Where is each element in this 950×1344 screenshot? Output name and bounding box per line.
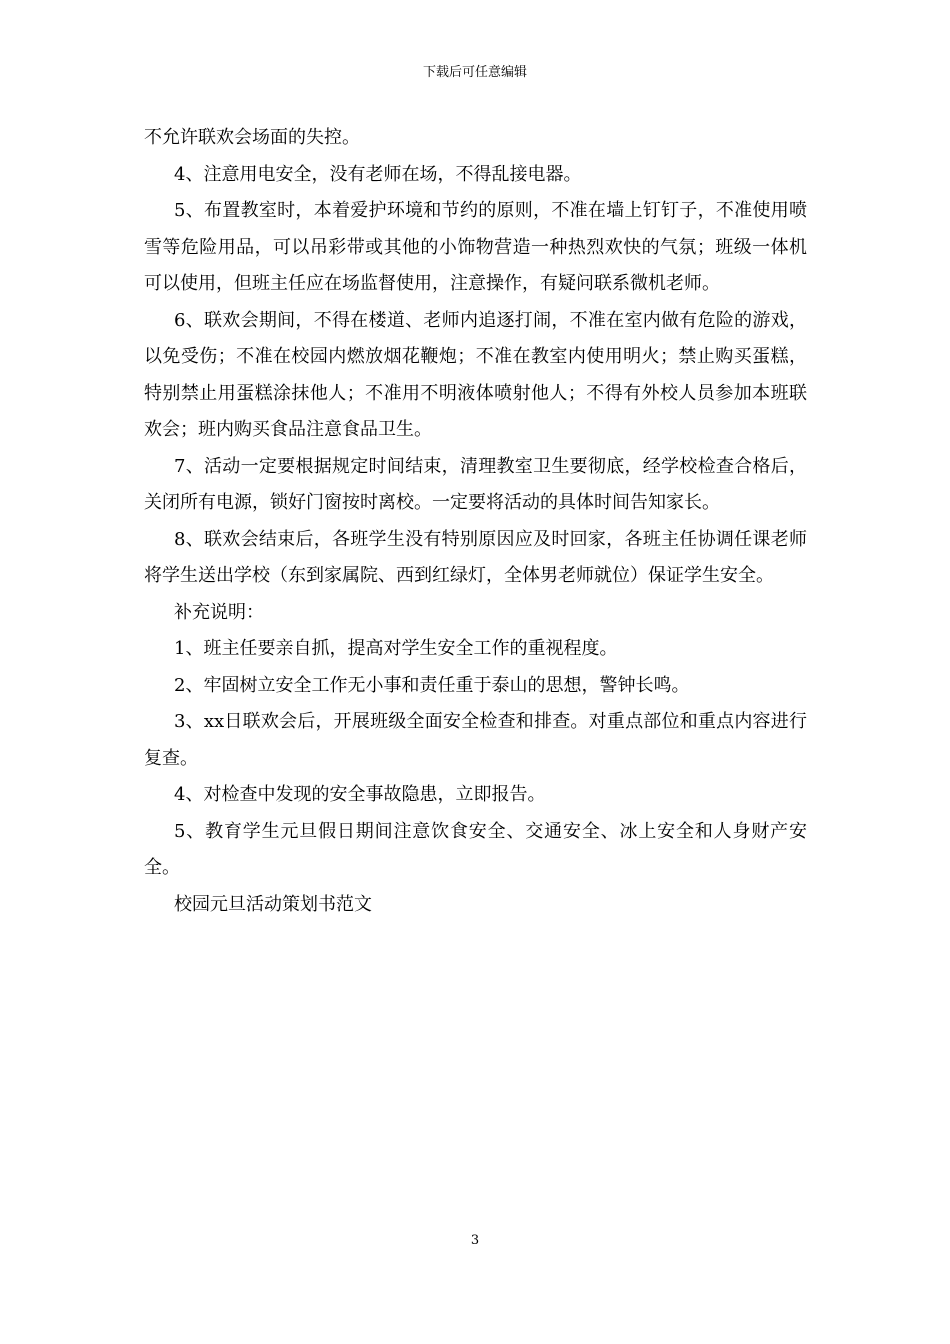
paragraph: 4、对检查中发现的安全事故隐患，立即报告。 — [174, 784, 546, 805]
paragraph: 3、xx日联欢会后，开展班级全面安全检查和排查。对重点部位和重点内容进行复查。 — [144, 711, 807, 769]
paragraph: 5、教育学生元旦假日期间注意饮食安全、交通安全、冰上安全和人身财产安全。 — [144, 820, 807, 878]
paragraph: 1、班主任要亲自抓，提高对学生安全工作的重视程度。 — [174, 638, 618, 659]
paragraph: 6、联欢会期间，不得在楼道、老师内追逐打闹，不准在室内做有危险的游戏，以免受伤；不准在校园内燃放烟花鞭炮；不准在教室内使用明火；禁止购买蛋糕，特别禁止用蛋糕涂抹他人；不准用不明液体喷射他人；不得有外校人员参加本班联欢会；班内购买食品注意食品卫生。 — [144, 309, 807, 440]
paragraph: 5、布置教室时，本着爱护环境和节约的原则，不准在墙上钉钉子，不准使用喷雪等危险用品，可以吊彩带或其他的小饰物营造一种热烈欢快的气氛；班级一体机可以使用，但班主任应在场监督使用，注意操作，有疑问联系微机老师。 — [144, 200, 807, 294]
next-section-title: 校园元旦活动策划书范文 — [174, 893, 372, 915]
page-header: 下载后可任意编辑 — [422, 65, 527, 80]
page-number: 3 — [470, 1233, 480, 1248]
paragraph: 8、联欢会结束后，各班学生没有特别原因应及时回家，各班主任协调任课老师将学生送出学校（东到家属院、西到红绿灯，全体男老师就位）保证学生安全。 — [144, 528, 807, 586]
paragraph: 2、牢固树立安全工作无小事和责任重于泰山的思想，警钟长鸣。 — [174, 674, 690, 696]
paragraph: 7、活动一定要根据规定时间结束，清理教室卫生要彻底，经学校检查合格后，关闭所有电源，锁好门窗按时离校。一定要将活动的具体时间告知家长。 — [144, 455, 807, 513]
paragraph: 不允许联欢会场面的失控。 — [144, 127, 360, 148]
paragraph: 4、注意用电安全，没有老师在场，不得乱接电器。 — [174, 163, 582, 185]
document-body — [144, 120, 807, 923]
supplementary-heading: 补充说明： — [174, 601, 264, 623]
